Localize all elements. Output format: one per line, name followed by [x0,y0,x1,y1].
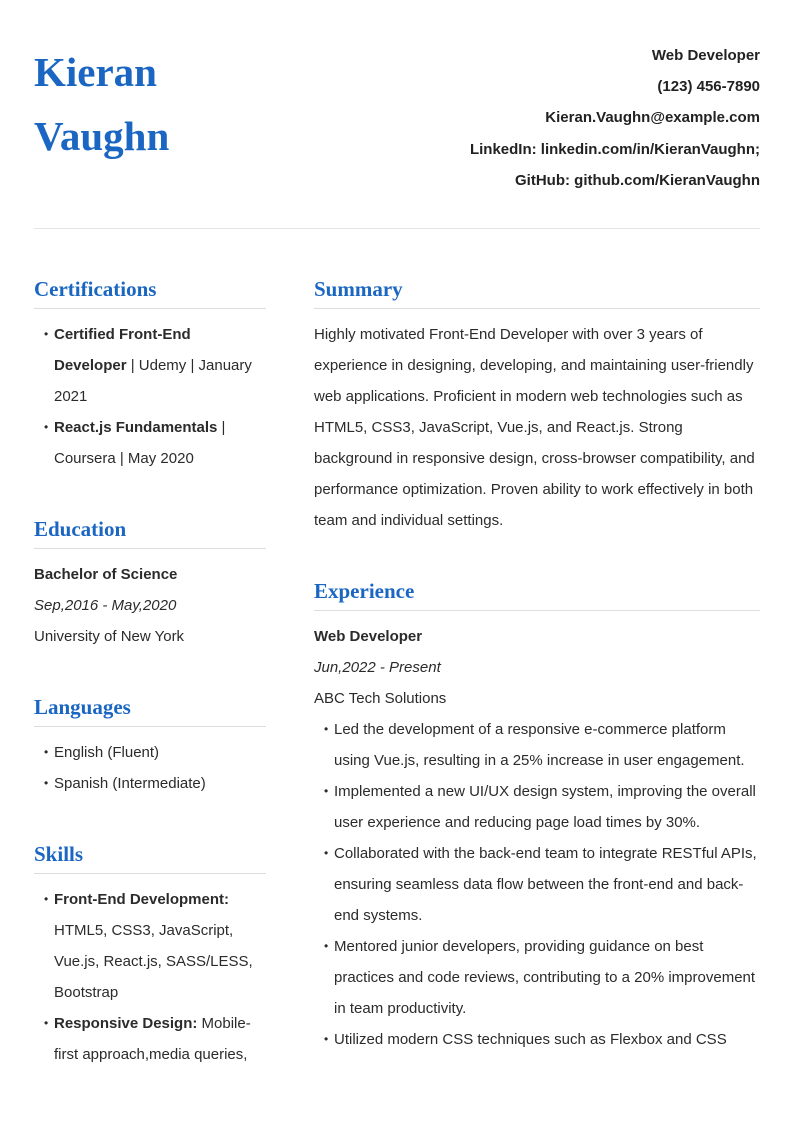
job-dates: Jun,2022 - Present [314,659,441,676]
phone-number[interactable]: (123) 456-7890 [657,78,760,96]
education-section [34,510,266,652]
skills-section [34,835,266,1070]
skill-details: HTML5, CSS3, JavaScript, Vue.js, React.js, SASS/LESS, Bootstrap [54,922,253,1001]
skill-details: Mobile-first approach,media queries, [54,1015,251,1063]
email-address[interactable]: Kieran.Vaughn@example.com [545,109,760,127]
header-divider [34,228,760,229]
certifications-list [34,319,266,474]
certifications-section [34,270,266,474]
job-role: Web Developer [651,47,760,64]
summary-text: Highly motivated Front-End Developer with over 3 years of experience in designing, developing, and maintaining user-friendly web applications. Proficient in modern web technologies such as HTML5, CSS3, JavaScript, Vue.js, and React.js. Strong background in responsive design, cross-browser compatibility, and performance optimization. Proven ability to work effectively in both team and individual settings. [314,326,755,529]
list-item: • Mentored junior developers, providing guidance on best practices and code reviews, contributing to a 20% improvement in team productivity. [314,931,760,1024]
list-item: • English (Fluent) [34,737,266,768]
first-name: Kieran [34,49,157,95]
list-item: • Led the development of a responsive e-commerce platform using Vue.js, resulting in a 25% increase in user engagement. [314,714,760,776]
skill-name: Front-End Development: [54,891,229,908]
languages-list [34,737,266,799]
github-link[interactable]: GitHub: github.com/KieranVaughn [515,171,760,189]
left-column [34,270,266,1106]
skill-name: Responsive Design: [54,1015,198,1032]
list-item: • Collaborated with the back-end team to integrate RESTful APIs, ensuring seamless data flow between the front-end and back-end systems. [314,838,760,931]
contact-block [470,40,760,196]
list-item [34,884,266,1008]
linkedin-link[interactable]: LinkedIn: linkedin.com/in/KieranVaughn; [469,140,760,158]
school-name: University of New York [34,628,185,645]
experience-heading: Experience [314,572,760,611]
summary-heading: Summary [314,270,760,309]
languages-heading: Languages [34,688,266,727]
list-item: • Implemented a new UI/UX design system, improving the overall user experience and reducing page load times by 30%. [314,776,760,838]
job-title: Web Developer [314,628,423,645]
list-item: • Utilized modern CSS techniques such as Flexbox and CSS [314,1024,760,1055]
list-item [34,319,266,412]
certification-details: | Udemy | January 2021 [54,357,252,405]
degree: Bachelor of Science [34,566,178,583]
summary-section [314,270,760,536]
languages-section [34,688,266,799]
list-item [34,1008,266,1070]
last-name: Vaughn [34,113,170,159]
certification-details: | Coursera | May 2020 [54,419,226,467]
certification-name: Certified Front-End Developer [54,326,191,374]
candidate-name [34,40,334,168]
job-entry [314,621,760,1055]
education-dates: Sep,2016 - May,2020 [34,597,177,614]
education-heading: Education [34,510,266,549]
list-item [34,412,266,474]
certifications-heading: Certifications [34,270,266,309]
resume-page [34,0,760,1121]
job-bullets [314,714,760,1055]
education-content [34,559,266,652]
skills-heading: Skills [34,835,266,874]
company-name: ABC Tech Solutions [314,690,447,707]
skills-list [34,884,266,1070]
experience-section [314,572,760,1055]
right-column [314,270,760,1091]
certification-name: React.js Fundamentals [54,419,218,436]
list-item: • Spanish (Intermediate) [34,768,266,799]
